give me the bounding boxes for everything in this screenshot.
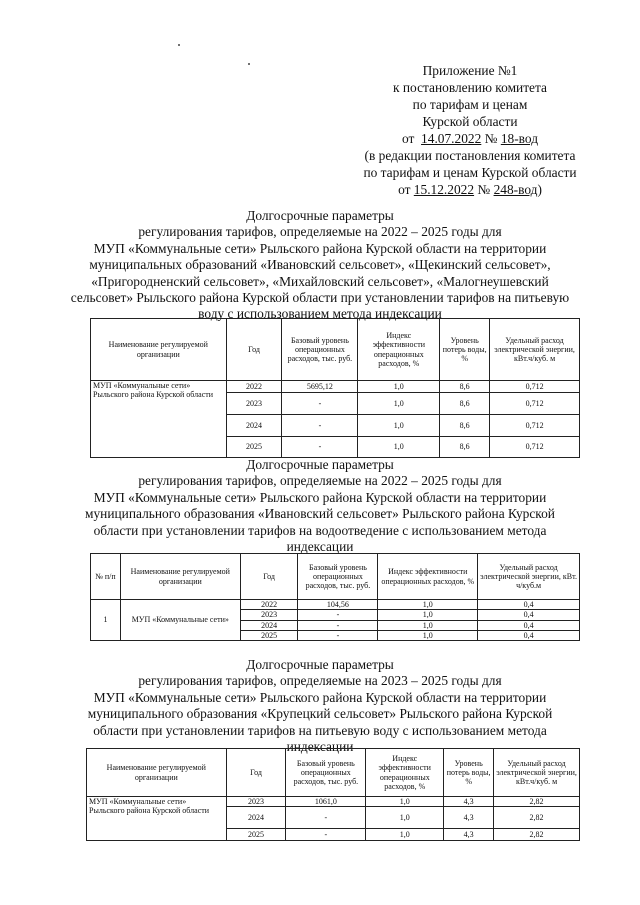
column-header: Индекс эффективности операционных расходов, % <box>366 749 444 797</box>
column-header: Год <box>240 554 298 600</box>
value-cell: 1,0 <box>366 829 444 841</box>
value-cell: 5695,12 <box>282 381 358 393</box>
value-cell: - <box>282 393 358 415</box>
section-3-title <box>60 657 580 755</box>
year-cell: 2023 <box>226 393 282 415</box>
title-line: «Пригородненский сельсовет», «Михайловский сельсовет», «Малогнеушевский <box>91 273 549 289</box>
resolution-number: 18-вод <box>500 131 539 146</box>
column-header: Базовый уровень операционных расходов, тыс. руб. <box>282 319 358 381</box>
value-cell: 2,82 <box>494 807 580 829</box>
scan-speck <box>178 44 180 46</box>
year-cell: 2022 <box>226 381 282 393</box>
table-header-row <box>91 319 580 381</box>
year-cell: 2025 <box>240 630 298 640</box>
column-header: Уровень потерь воды, % <box>440 319 490 381</box>
value-cell: 1,0 <box>378 600 478 610</box>
scan-speck <box>248 63 250 65</box>
column-header: Базовый уровень операционных расходов, тыс. руб. <box>298 554 378 600</box>
column-header: Наименование регулируемой организации <box>120 554 240 600</box>
column-header: № п/п <box>91 554 121 600</box>
year-cell: 2025 <box>226 829 286 841</box>
value-cell: 4,3 <box>444 797 494 807</box>
year-cell: 2024 <box>226 415 282 437</box>
row-number-cell: 1 <box>91 600 121 641</box>
resolution-date: 14.07.2022 <box>421 131 482 146</box>
value-cell: 2,82 <box>494 797 580 807</box>
title-line: МУП «Коммунальные сети» Рыльского района Курской области на территории <box>93 689 547 705</box>
value-cell: 0,4 <box>478 600 580 610</box>
column-header: Удельный расход электрической энергии, кВт.ч/куб. м <box>490 319 580 381</box>
organization-cell: МУП «Коммунальные сети» Рыльского района Курской области <box>87 797 227 841</box>
header-date-line: от 14.07.2022 № 18-вод <box>401 131 539 146</box>
title-line: регулирования тарифов, определяемые на 2023 – 2025 годы для <box>138 673 502 689</box>
title-line: индексации <box>286 739 354 755</box>
column-header: Индекс эффективности операционных расходов, % <box>378 554 478 600</box>
column-header: Базовый уровень операционных расходов, тыс. руб. <box>286 749 366 797</box>
tariff-table-3 <box>86 748 580 841</box>
column-header: Год <box>226 749 286 797</box>
column-header: Наименование регулируемой организации <box>87 749 227 797</box>
tariff-table-2 <box>90 553 580 641</box>
tariff-table-1 <box>90 318 580 458</box>
column-header: Удельный расход электрической энергии, кВт. ч/куб.м <box>478 554 580 600</box>
header-line: по тарифам и ценам Курской области <box>363 165 577 180</box>
table-header-row <box>91 554 580 600</box>
title-line: воду с использованием метода индексации <box>198 306 442 322</box>
value-cell: 8,6 <box>440 415 490 437</box>
value-cell: 2,82 <box>494 829 580 841</box>
column-header: Удельный расход электрической энергии, кВт.ч/куб. м <box>494 749 580 797</box>
column-header: Год <box>226 319 282 381</box>
value-cell: 1,0 <box>358 415 440 437</box>
value-cell: - <box>298 610 378 620</box>
title-line: муниципальных образований «Ивановский сельсовет», «Щекинский сельсовет», <box>89 257 551 273</box>
document-header <box>320 62 620 198</box>
organization-cell: МУП «Коммунальные сети» Рыльского района Курской области <box>91 381 227 458</box>
value-cell: 8,6 <box>440 437 490 458</box>
section-2-title <box>60 457 580 555</box>
value-cell: 4,3 <box>444 829 494 841</box>
year-cell: 2024 <box>226 807 286 829</box>
title-line: МУП «Коммунальные сети» Рыльского района Курской области на территории <box>93 489 547 505</box>
value-cell: 0,712 <box>490 415 580 437</box>
value-cell: 8,6 <box>440 381 490 393</box>
table-row <box>91 381 580 393</box>
value-cell: 0,4 <box>478 610 580 620</box>
value-cell: - <box>298 630 378 640</box>
value-cell: 1,0 <box>366 797 444 807</box>
value-cell: 0,4 <box>478 630 580 640</box>
header-line: Курской области <box>422 114 518 129</box>
year-cell: 2022 <box>240 600 298 610</box>
value-cell: 1,0 <box>358 437 440 458</box>
column-header: Уровень потерь воды, % <box>444 749 494 797</box>
revision-number: 248-вод <box>493 182 538 197</box>
title-line: регулирования тарифов, определяемые на 2022 – 2025 годы для <box>138 473 502 489</box>
value-cell: 1,0 <box>358 381 440 393</box>
header-line: к постановлению комитета <box>393 80 547 95</box>
title-line: индексации <box>286 539 354 555</box>
year-cell: 2024 <box>240 620 298 630</box>
header-line: по тарифам и ценам <box>412 97 528 112</box>
value-cell: 104,56 <box>298 600 378 610</box>
value-cell: 1,0 <box>378 620 478 630</box>
header-line: Приложение №1 <box>422 63 518 78</box>
title-line: Долгосрочные параметры <box>246 457 394 472</box>
value-cell: 1,0 <box>366 807 444 829</box>
header-line: (в редакции постановления комитета <box>364 148 576 163</box>
year-cell: 2023 <box>240 610 298 620</box>
column-header: Наименование регулируемой организации <box>91 319 227 381</box>
table-row <box>91 600 580 610</box>
title-line: Долгосрочные параметры <box>246 208 394 223</box>
value-cell: - <box>286 807 366 829</box>
title-line: сельсовет» Рыльского района Курской области при установлении тарифов на питьевую <box>70 290 570 306</box>
value-cell: 4,3 <box>444 807 494 829</box>
header-date-line: от 15.12.2022 № 248-вод) <box>398 182 542 197</box>
table-row <box>87 797 580 807</box>
table-header-row <box>87 749 580 797</box>
value-cell: 0,712 <box>490 381 580 393</box>
value-cell: - <box>282 415 358 437</box>
value-cell: - <box>286 829 366 841</box>
title-line: муниципального образования «Ивановский сельсовет» Рыльского района Курской <box>85 506 555 522</box>
title-line: области при установлении тарифов на питьевую воду с использованием метода <box>93 722 547 738</box>
title-line: области при установлении тарифов на водоотведение с использованием метода <box>93 522 547 538</box>
value-cell: 0,4 <box>478 620 580 630</box>
value-cell: 1061,0 <box>286 797 366 807</box>
organization-cell: МУП «Коммунальные сети» <box>120 600 240 641</box>
title-line: муниципального образования «Крупецкий сельсовет» Рыльского района Курской <box>87 706 553 722</box>
year-cell: 2025 <box>226 437 282 458</box>
revision-date: 15.12.2022 <box>413 182 475 197</box>
value-cell: - <box>298 620 378 630</box>
title-line: Долгосрочные параметры <box>246 657 394 672</box>
title-line: регулирования тарифов, определяемые на 2022 – 2025 годы для <box>138 224 502 240</box>
section-1-title <box>60 208 580 323</box>
value-cell: 0,712 <box>490 437 580 458</box>
title-line: МУП «Коммунальные сети» Рыльского района Курской области на территории <box>93 240 547 256</box>
value-cell: 8,6 <box>440 393 490 415</box>
column-header: Индекс эффективности операционных расходов, % <box>358 319 440 381</box>
value-cell: 1,0 <box>378 630 478 640</box>
year-cell: 2023 <box>226 797 286 807</box>
value-cell: - <box>282 437 358 458</box>
value-cell: 1,0 <box>378 610 478 620</box>
value-cell: 0,712 <box>490 393 580 415</box>
value-cell: 1,0 <box>358 393 440 415</box>
